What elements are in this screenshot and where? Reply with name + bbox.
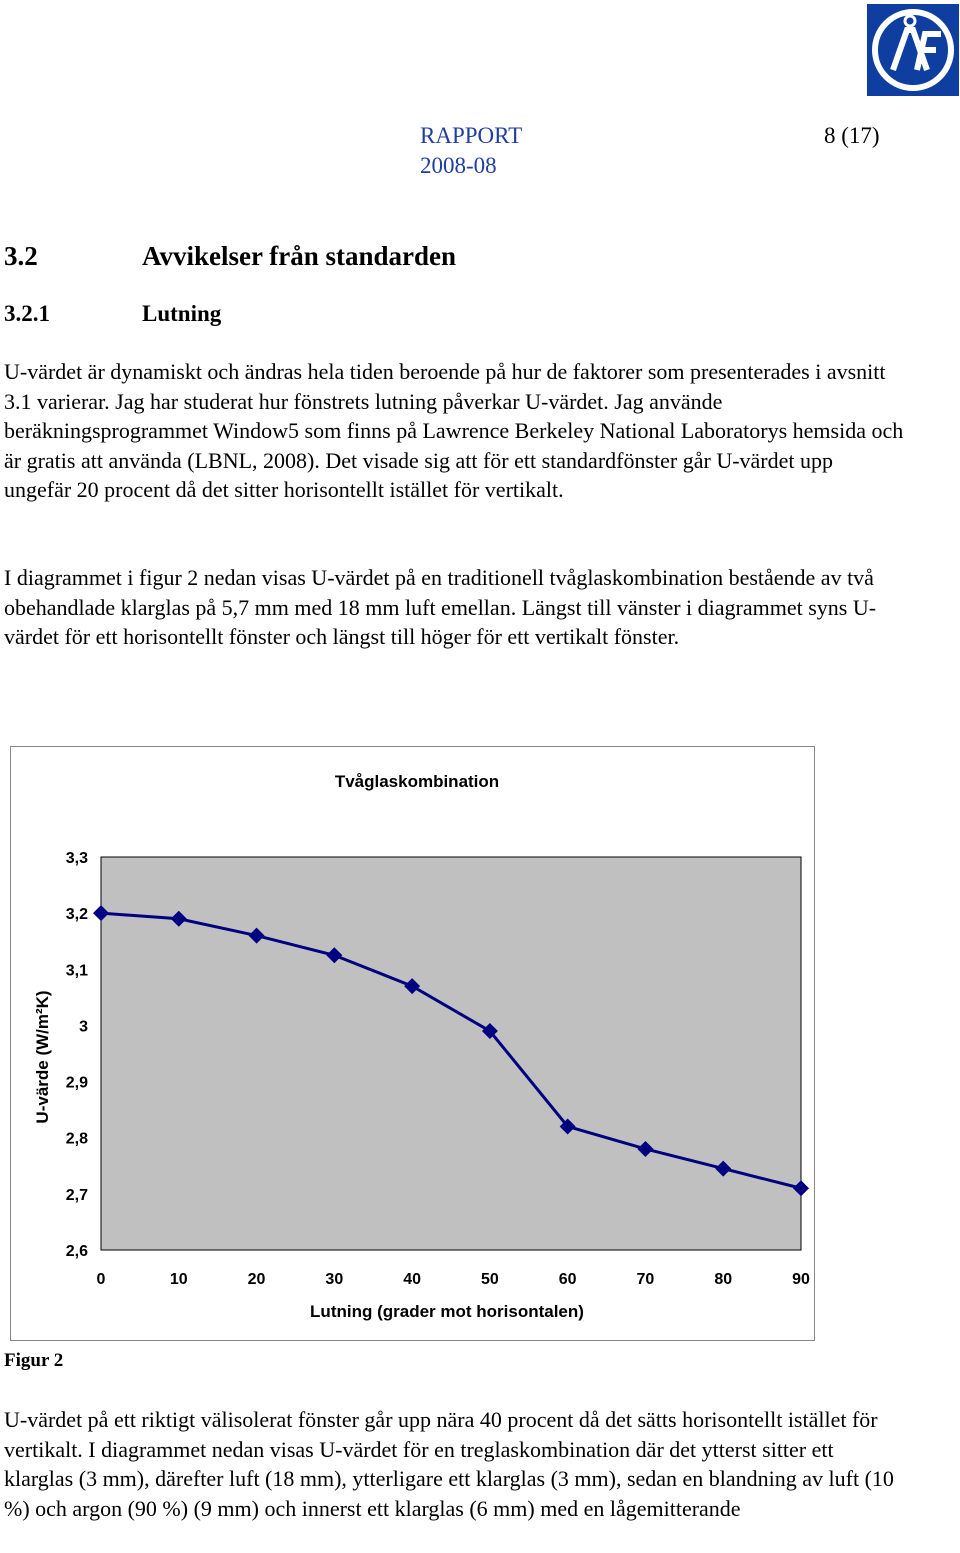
report-label: RAPPORT [420,123,523,148]
x-tick-label: 50 [480,1271,499,1288]
page-number: 8 (17) [824,123,880,148]
subsection-number: 3.2.1 [4,301,50,326]
section-number: 3.2 [4,241,38,271]
figure-label: Figur 2 [4,1350,64,1371]
plot-area [101,857,801,1250]
x-tick-label: 90 [792,1271,810,1288]
x-tick-label: 0 [96,1271,106,1288]
y-tick-label: 3,1 [65,962,88,980]
paragraph-2: I diagrammet i figur 2 nedan visas U-värdet på en traditionell tvåglaskombination bestående av två obehandlade klarglas på 5,7 mm med 18 mm luft emellan. Längst till vänster i diagrammet syns U-värdet för ett horisontellt fönster och längst till höger för ett vertikalt fönster. [4,565,877,650]
section-heading [4,241,456,272]
x-tick-label: 10 [169,1271,188,1288]
x-tick-label: 20 [247,1271,266,1288]
report-date: 2008-08 [420,153,497,178]
y-tick-label: 3,2 [65,906,88,924]
y-tick-label: 2,8 [65,1130,88,1148]
paragraph-1: U-värdet är dynamiskt och ändras hela tiden beroende på hur de faktorer som presenterades i avsnitt 3.1 varierar. Jag har studerat hur fönstrets lutning påverkar U-värdet. Jag använde beräkningsprogrammet Window5 som finns på Lawrence Berkeley National Laboratorys hemsida och är gratis att använda (LBNL, 2008). Det visade sig att för ett standardfönster går U-värdet upp ungefär 20 procent då det sitter horisontellt istället för vertikalt. [4,359,904,503]
x-tick-label: 70 [636,1271,655,1288]
x-tick-label: 80 [714,1271,733,1288]
subsection-title: Lutning [142,301,222,326]
u-value-chart [10,746,815,1341]
chart-title: Tvåglaskombination [334,772,500,791]
y-tick-label: 3,3 [65,850,88,867]
x-tick-label: 60 [558,1271,577,1288]
y-tick-label: 3 [79,1018,88,1036]
x-tick-label: 40 [403,1271,422,1288]
af-logo-icon [867,4,959,96]
subsection-heading [4,301,221,327]
y-axis-label: U-värde (W/m²K) [33,990,52,1124]
y-tick-label: 2,9 [65,1074,88,1092]
y-tick-label: 2,6 [65,1243,88,1260]
y-tick-label: 2,7 [65,1186,88,1204]
x-tick-label: 30 [325,1271,344,1288]
x-axis-label: Lutning (grader mot horisontalen) [310,1302,584,1321]
section-title: Avvikelser från standarden [142,241,457,271]
chart-svg [11,747,816,1342]
paragraph-3: U-värdet på ett riktigt välisolerat fönster går upp nära 40 procent då det sätts horisontellt istället för vertikalt. I diagrammet nedan visas U-värdet för en treglaskombination där det ytterst sitter ett klarglas (3 mm), därefter luft (18 mm), ytterligare ett klarglas (3 mm), sedan en blandning av luft (10 %) och argon (90 %) (9 mm) och innerst ett klarglas (6 mm) med en lågemitterande [4,1407,894,1521]
